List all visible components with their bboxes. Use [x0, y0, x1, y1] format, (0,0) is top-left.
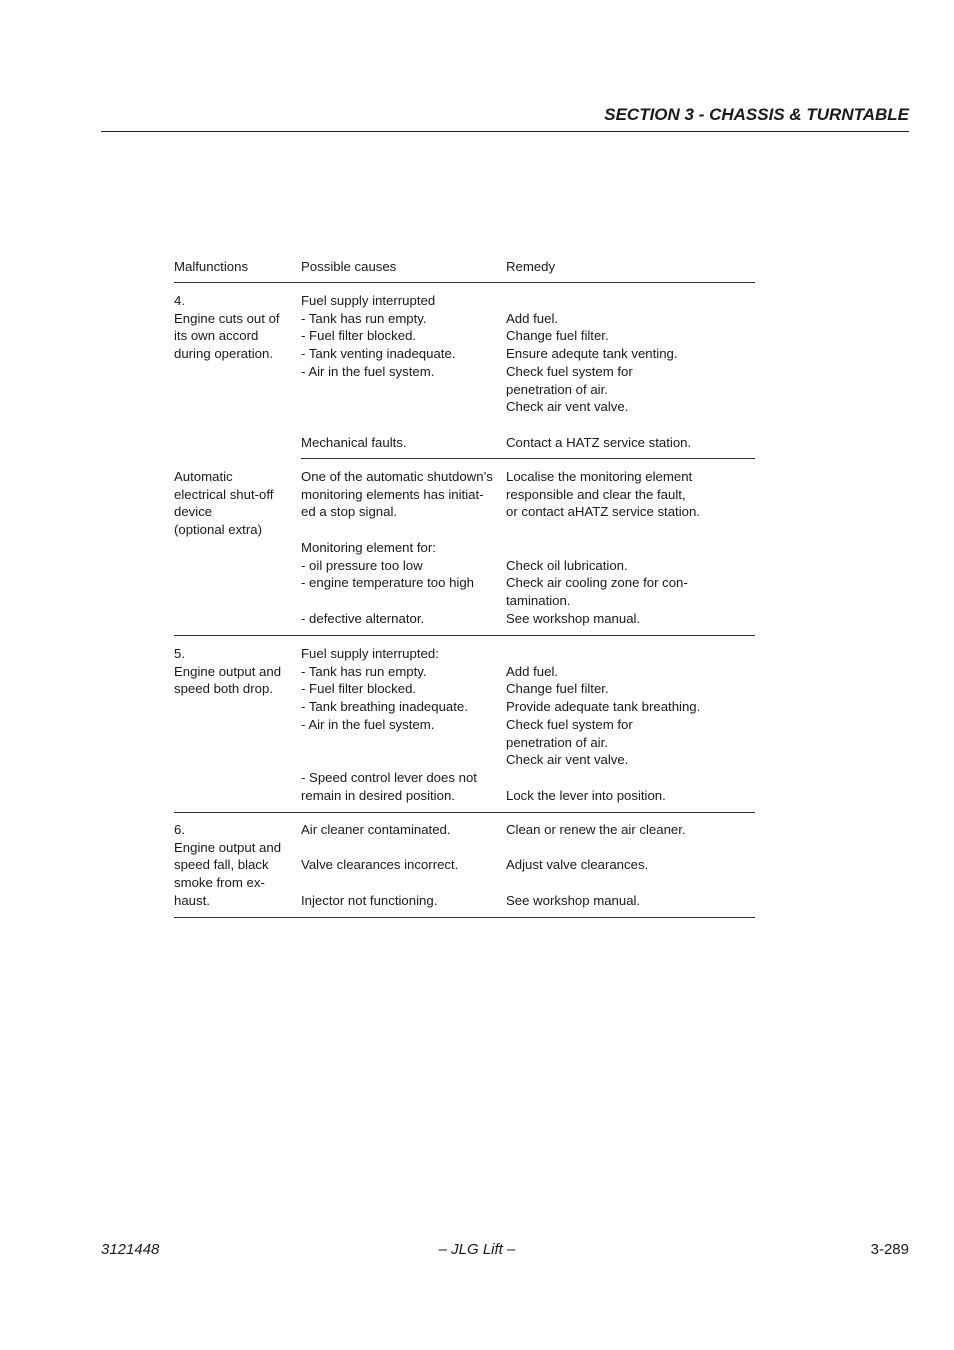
malfunction-line: haust.	[174, 892, 210, 908]
cause-line: Air cleaner contaminated.	[301, 822, 451, 837]
remedy-line: Check air vent valve.	[506, 752, 629, 768]
remedy-line: Change fuel filter.	[506, 681, 609, 697]
cause-line: - Tank has run empty.	[301, 663, 427, 679]
remedy-line: See workshop manual.	[506, 892, 641, 908]
cause-line	[301, 416, 501, 434]
remedy-line: Add fuel.	[506, 663, 559, 679]
remedy-line	[506, 839, 756, 857]
cause-line: Mechanical faults.	[301, 434, 407, 450]
cause-line: Valve clearances incorrect.	[301, 857, 459, 873]
cause-line: - Tank venting inadequate.	[301, 346, 456, 362]
cause-line	[301, 734, 501, 752]
malfunction-line: Engine cuts out of	[174, 310, 280, 326]
row-separator	[174, 917, 755, 918]
malfunction-line: its own accord	[174, 328, 259, 344]
remedy-line: Check air cooling zone for con-	[506, 575, 688, 591]
cause-line: One of the automatic shutdown’s	[301, 469, 493, 484]
header-rule-line	[174, 282, 755, 283]
malfunction-line: 5.	[174, 646, 185, 661]
footer-brand: – JLG Lift –	[438, 1241, 516, 1258]
remedy-line: or contact aHATZ service station.	[506, 504, 700, 520]
cause-line: Fuel supply interrupted	[301, 293, 436, 308]
cause-line: - Air in the fuel system.	[301, 716, 435, 732]
remedy-line: Check fuel system for	[506, 363, 633, 379]
column-header-malfunctions: Malfunctions	[174, 259, 249, 274]
cause-line	[301, 521, 501, 539]
cause-line: - engine temperature too high	[301, 575, 475, 591]
malfunction-line: 6.	[174, 822, 185, 837]
remedy-line: Contact a HATZ service station.	[506, 434, 692, 450]
remedy-line: Localise the monitoring element	[506, 469, 693, 484]
column-header-remedy: Remedy	[506, 259, 556, 274]
cause-line	[301, 381, 501, 399]
malfunction-line: device	[174, 504, 213, 520]
row-separator	[301, 458, 755, 459]
malfunction-line: Engine output and	[174, 839, 282, 855]
cause-line: - Tank has run empty.	[301, 310, 427, 326]
cause-line: remain in desired position.	[301, 787, 455, 803]
cause-line: Injector not functioning.	[301, 892, 438, 908]
malfunction-line: Automatic	[174, 469, 233, 484]
malfunction-line: electrical shut-off	[174, 486, 274, 502]
cause-line: - Air in the fuel system.	[301, 363, 435, 379]
cause-line	[301, 874, 501, 892]
remedy-line: Adjust valve clearances.	[506, 857, 649, 873]
cause-line: monitoring elements has initiat-	[301, 486, 484, 502]
cause-line	[301, 751, 501, 769]
malfunction-line: 4.	[174, 293, 185, 308]
page-number: 3-289	[870, 1241, 909, 1258]
remedy-line	[506, 645, 756, 663]
remedy-line	[506, 769, 756, 787]
remedy-line: penetration of air.	[506, 734, 608, 750]
remedy-line: Check fuel system for	[506, 716, 633, 732]
cause-line	[301, 839, 501, 857]
cause-line: - Fuel filter blocked.	[301, 328, 417, 344]
cause-line: ed a stop signal.	[301, 504, 398, 520]
remedy-line: Add fuel.	[506, 310, 559, 326]
remedy-line	[506, 874, 756, 892]
remedy-line	[506, 521, 756, 539]
malfunction-line: Engine output and	[174, 663, 282, 679]
doc-number: 3121448	[101, 1241, 160, 1258]
page-header-title: SECTION 3 - CHASSIS & TURNTABLE	[604, 105, 909, 124]
remedy-line: Check oil lubrication.	[506, 557, 628, 573]
remedy-line: tamination.	[506, 592, 571, 608]
remedy-line: See workshop manual.	[506, 610, 641, 626]
remedy-line: Lock the lever into position.	[506, 787, 666, 803]
remedy-line: Provide adequate tank breathing.	[506, 699, 701, 715]
cause-line: - Fuel filter blocked.	[301, 681, 417, 697]
remedy-line	[506, 292, 756, 310]
header-rule	[101, 131, 909, 132]
cause-line: - oil pressure too low	[301, 557, 423, 573]
cause-line	[301, 398, 501, 416]
malfunction-line: speed both drop.	[174, 681, 273, 697]
cause-line	[301, 592, 501, 610]
remedy-line: responsible and clear the fault,	[506, 486, 686, 502]
remedy-line: Ensure adequte tank venting.	[506, 346, 678, 362]
cause-line: Monitoring element for:	[301, 539, 436, 555]
malfunction-line: during operation.	[174, 346, 273, 362]
malfunction-line: (optional extra)	[174, 522, 262, 538]
remedy-line: Change fuel filter.	[506, 328, 609, 344]
cause-line: - Speed control lever does not	[301, 769, 477, 785]
remedy-line	[506, 416, 756, 434]
malfunction-line: speed fall, black	[174, 857, 269, 873]
malfunction-line: smoke from ex-	[174, 875, 265, 891]
row-separator	[174, 635, 755, 636]
remedy-line	[506, 539, 756, 557]
row-separator	[174, 812, 755, 813]
remedy-line: Clean or renew the air cleaner.	[506, 822, 686, 837]
cause-line: Fuel supply interrupted:	[301, 646, 439, 661]
column-header-causes: Possible causes	[301, 259, 397, 274]
cause-line: - Tank breathing inadequate.	[301, 699, 468, 715]
remedy-line: Check air vent valve.	[506, 399, 629, 415]
remedy-line: penetration of air.	[506, 381, 608, 397]
cause-line: - defective alternator.	[301, 610, 425, 626]
